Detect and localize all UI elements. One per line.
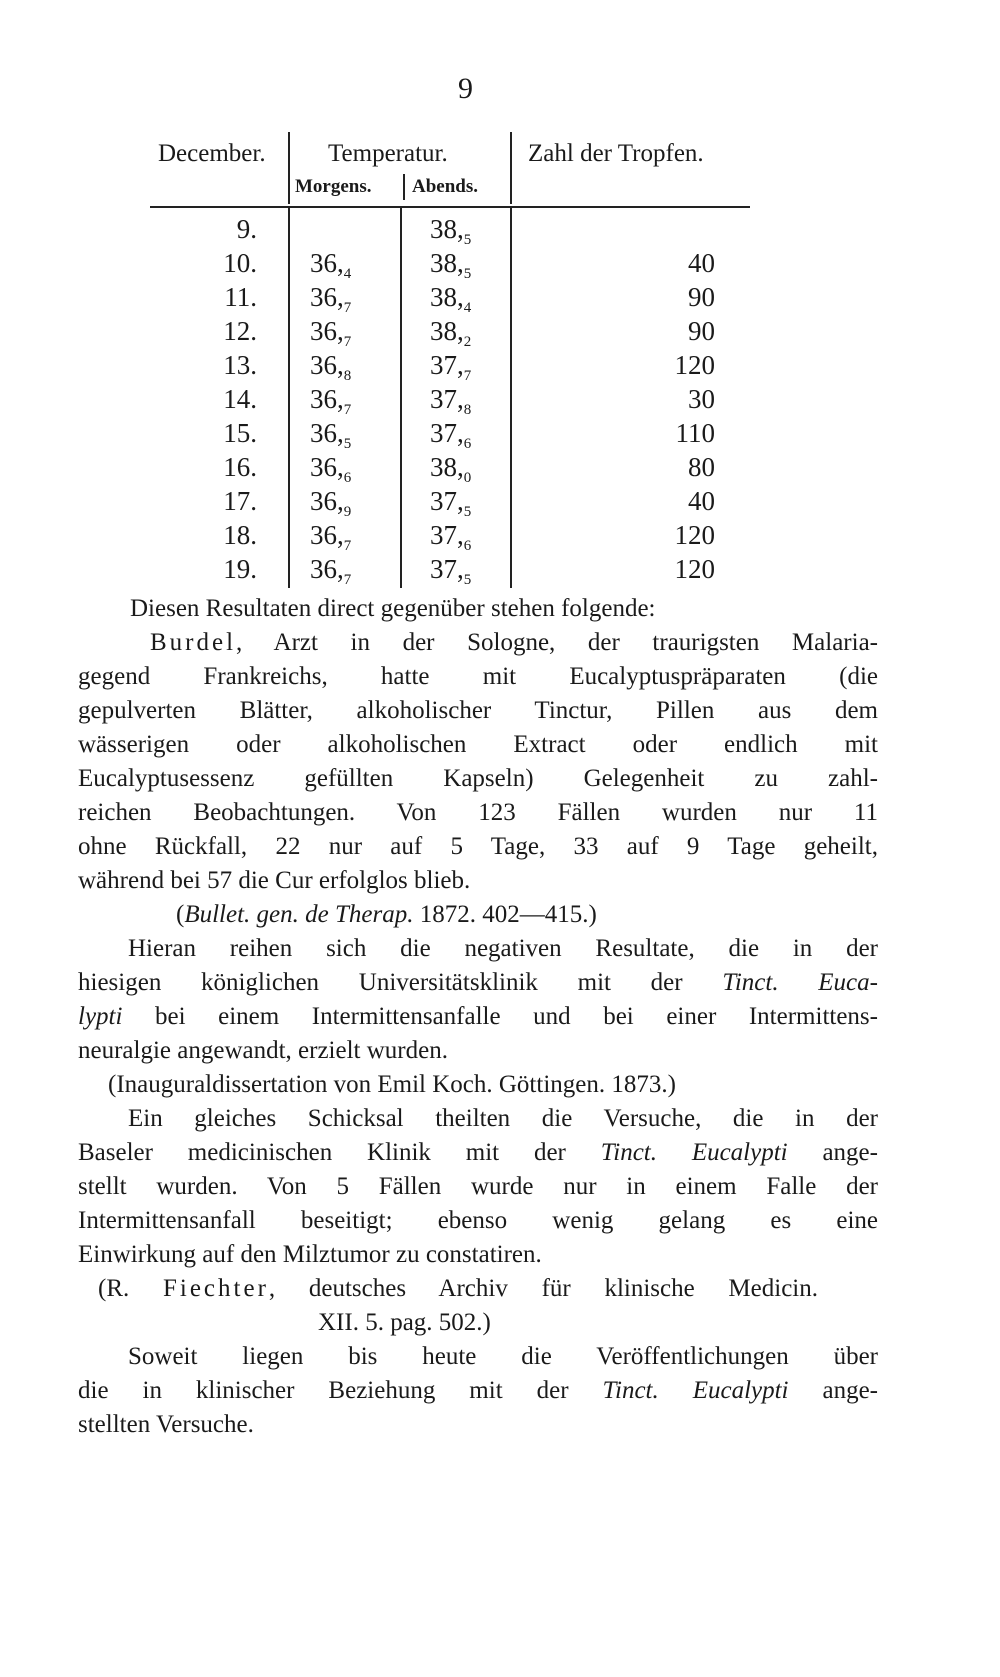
cell-evening-temp: $37,_8$ (430, 384, 472, 418)
cell-day: 17. (223, 486, 257, 516)
cell-day: 10. (223, 248, 257, 278)
rule-header-left (288, 132, 290, 204)
reference-archiv-volume: XII. 5. pag. 502.) (318, 1309, 491, 1336)
temperature-table (150, 140, 800, 640)
text-line: stellten Versuche. (78, 1411, 254, 1438)
text-italic: Tinct. Eucalypti (602, 1377, 789, 1404)
rule-header-sub (403, 174, 405, 200)
text-line (150, 626, 878, 660)
cell-evening-temp: $37,_5$ (430, 554, 472, 588)
text-span: ange- (787, 1139, 878, 1166)
text-span: ange- (788, 1377, 878, 1404)
cell-day: 12. (223, 316, 257, 346)
cell-evening-temp: $37,_5$ (430, 486, 472, 520)
text-line (78, 1136, 878, 1170)
text-line: Ein gleiches Schicksal theilten die Versuche, die in der (128, 1105, 878, 1132)
cell-drops: 30 (688, 384, 715, 414)
text-line: während bei 57 die Cur erfolglos blieb. (78, 867, 471, 894)
cell-drops (520, 212, 715, 246)
cell-morning-temp: $36,_7$ (310, 384, 352, 418)
text-span: Baseler medicinischen Klinik mit der (78, 1139, 601, 1166)
reference-bulletin (176, 898, 597, 932)
journal-title: Bullet. gen. de Therap. (184, 901, 414, 928)
header-month: December. (158, 140, 266, 167)
cell-day: 14. (223, 384, 257, 414)
reference-dissertation: (Inauguraldissertation von Emil Koch. Göttingen. 1873.) (108, 1071, 676, 1098)
cell-morning-temp: $36,_5$ (310, 418, 352, 452)
header-temperature: Temperatur. (328, 140, 448, 167)
text-line: neuralgie angewandt, erzielt wurden. (78, 1037, 448, 1064)
cell-drops: 40 (688, 248, 715, 278)
cell-drops: 120 (674, 350, 715, 380)
cell-morning-temp: $36,_7$ (310, 554, 352, 588)
cell-evening-temp: $38,_4$ (430, 282, 472, 316)
text-italic: lypti (78, 1003, 123, 1030)
text-span: (R. (98, 1275, 163, 1302)
header-morning: Morgens. (295, 176, 372, 197)
cell-drops: 80 (688, 452, 715, 482)
cell-morning-temp: $36,_7$ (310, 316, 352, 350)
cell-morning-temp: $36,_4$ (310, 248, 352, 282)
cell-day: 18. (223, 520, 257, 550)
text-italic: Tinct. Euca- (722, 969, 878, 996)
cell-drops: 40 (688, 486, 715, 516)
author-name: Fiechter (162, 1275, 269, 1302)
cell-morning-temp: $36,_8$ (310, 350, 352, 384)
header-evening: Abends. (412, 176, 478, 197)
cell-drops: 120 (674, 554, 715, 584)
cell-day: 15. (223, 418, 257, 448)
text-line: Intermittensanfall beseitigt; ebenso wenig gelang es eine (78, 1207, 878, 1234)
text-line: Eucalyptusessenz gefüllten Kapseln) Gelegenheit zu zahl- (78, 765, 878, 792)
cell-morning-temp: $36,_7$ (310, 520, 352, 554)
rule-header-right (510, 132, 512, 204)
cell-evening-temp: $37,_6$ (430, 418, 472, 452)
cell-evening-temp: $37,_7$ (430, 350, 472, 384)
author-name: Burdel (150, 629, 237, 656)
cell-morning-temp (310, 212, 440, 246)
cell-day: 13. (223, 350, 257, 380)
page-number: 9 (458, 72, 473, 105)
text-line (78, 1000, 878, 1034)
text-span: die in klinischer Beziehung mit der (78, 1377, 603, 1404)
rule-body-left (288, 208, 290, 588)
cell-evening-temp: $38,_5$ (430, 248, 472, 282)
cell-drops: 90 (688, 316, 715, 346)
paragraph-intro: Diesen Resultaten direct gegenüber stehen folgende: (130, 595, 656, 622)
text-italic: Tinct. Eucalypti (600, 1139, 788, 1166)
cell-day: 19. (223, 554, 257, 584)
text-line: reichen Beobachtungen. Von 123 Fällen wurden nur 11 (78, 799, 878, 826)
text-span: , Arzt in der Sologne, der traurigsten Malaria- (236, 629, 878, 656)
text-span: , deutsches Archiv für klinische Medicin. (268, 1275, 818, 1302)
text-span: bei einem Intermittensanfalle und bei einer Intermittens- (122, 1003, 878, 1030)
cell-morning-temp: $36,_7$ (310, 282, 352, 316)
text-span: ( (176, 901, 185, 928)
cell-drops: 90 (688, 282, 715, 312)
cell-evening-temp: $38,_2$ (430, 316, 472, 350)
cell-morning-temp: $36,_6$ (310, 452, 352, 486)
cell-day: 11. (224, 282, 257, 312)
text-line: stellt wurden. Von 5 Fällen wurde nur in einem Falle der (78, 1173, 878, 1200)
cell-morning-temp: $36,_9$ (310, 486, 352, 520)
text-span: 1872. 402—415.) (413, 901, 597, 928)
reference-archiv (98, 1272, 818, 1306)
cell-drops: 110 (675, 418, 715, 448)
text-line: Hieran reihen sich die negativen Resultate, die in der (128, 935, 878, 962)
text-line: gegend Frankreichs, hatte mit Eucalyptuspräparaten (die (78, 663, 878, 690)
text-line (78, 966, 878, 1000)
header-drops: Zahl der Tropfen. (528, 140, 704, 167)
text-line: ohne Rückfall, 22 nur auf 5 Tage, 33 auf 9 Tage geheilt, (78, 833, 878, 860)
text-line: gepulverten Blätter, alkoholischer Tinctur, Pillen aus dem (78, 697, 878, 724)
cell-day: 16. (223, 452, 257, 482)
cell-evening-temp: $38,_0$ (430, 452, 472, 486)
text-line: Soweit liegen bis heute die Veröffentlichungen über (128, 1343, 878, 1370)
rule-header-bottom (150, 206, 750, 208)
text-line (78, 1374, 878, 1408)
text-line: wässerigen oder alkoholischen Extract oder endlich mit (78, 731, 878, 758)
cell-day: 9. (236, 214, 257, 244)
cell-drops: 120 (674, 520, 715, 550)
text-line: Einwirkung auf den Milztumor zu constatiren. (78, 1241, 542, 1268)
text-span: hiesigen königlichen Universitätsklinik mit der (78, 969, 723, 996)
cell-evening-temp: $38,_5$ (430, 214, 472, 248)
cell-evening-temp: $37,_6$ (430, 520, 472, 554)
